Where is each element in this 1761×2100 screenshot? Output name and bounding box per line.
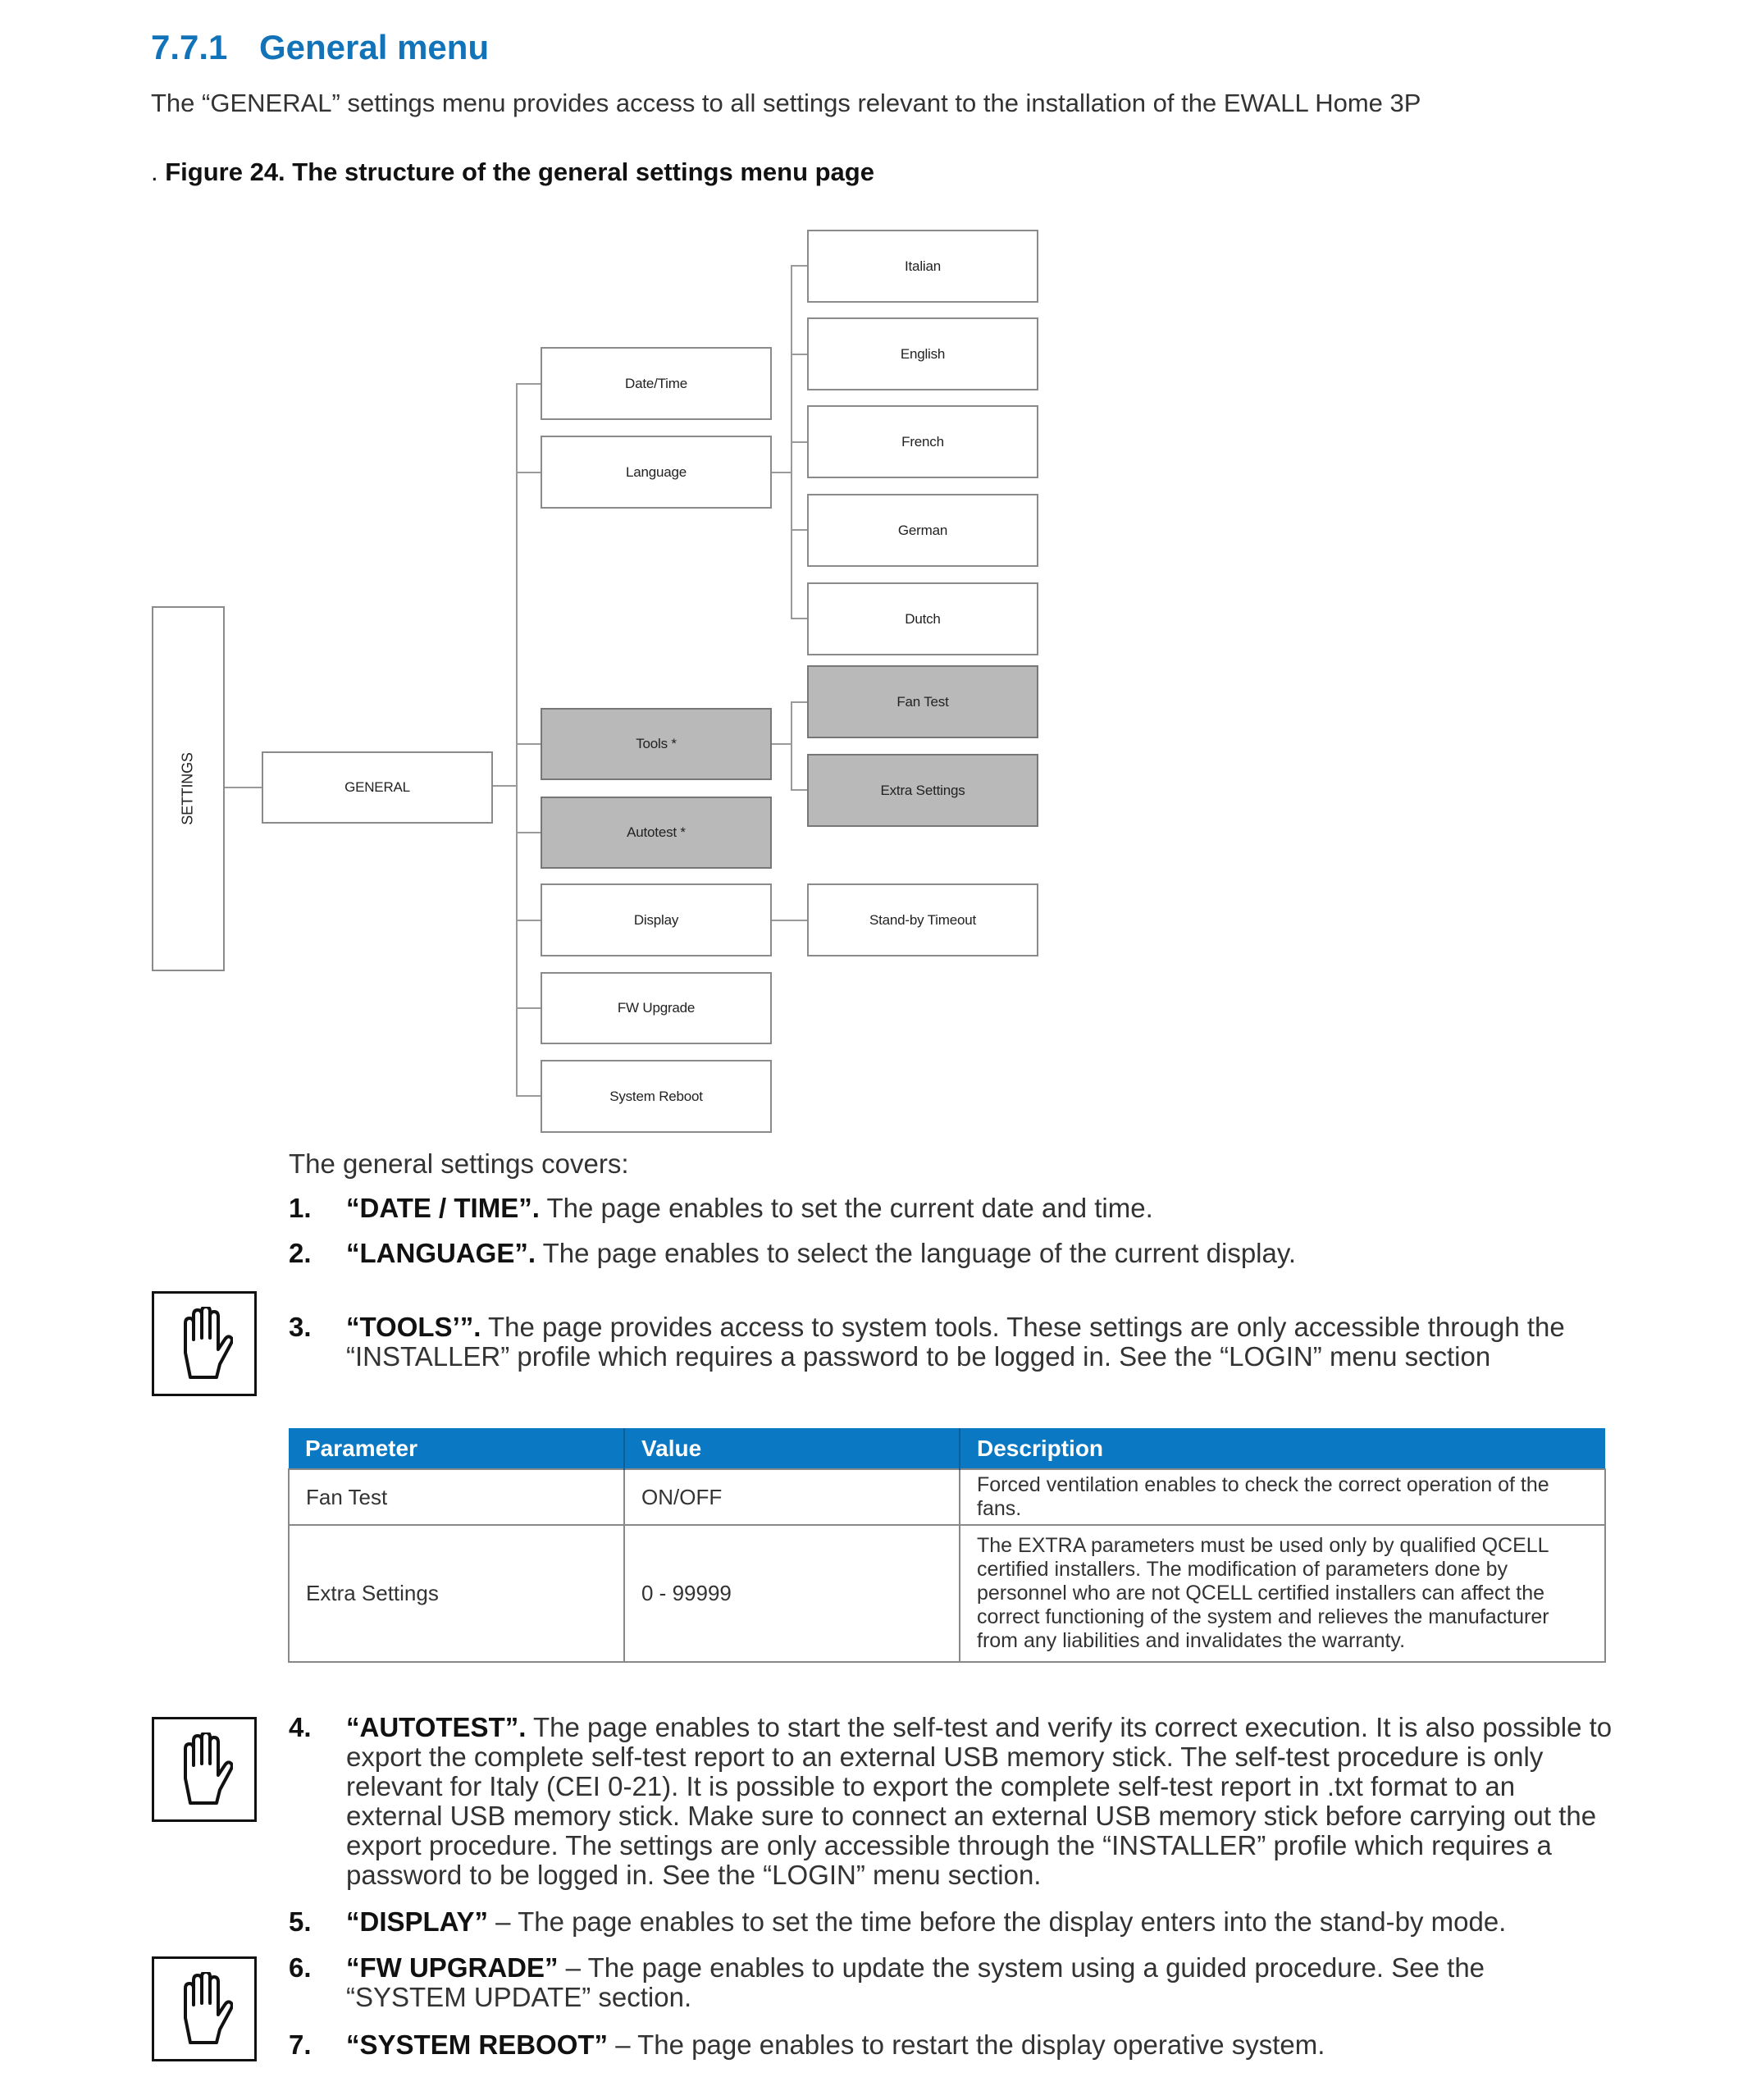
item-description: – The page enables to update the system using a guided procedure. See the “SYSTEM UPDATE” section. (346, 1952, 1485, 2012)
node-dutch (807, 582, 1038, 655)
node-italian (807, 230, 1038, 303)
node-label: FW Upgrade (617, 1000, 696, 1016)
item-key: “DATE / TIME”. (346, 1193, 540, 1223)
node-label: French (901, 433, 944, 450)
item-number: 5. (289, 1906, 312, 1937)
connector (791, 354, 807, 355)
item-key: “DISPLAY” (346, 1906, 488, 1937)
item-description: The page enables to set the current date and time. (539, 1193, 1153, 1223)
connector (492, 785, 517, 787)
node-label: Dutch (905, 610, 941, 627)
connector (791, 789, 807, 791)
connector (791, 265, 807, 267)
node-language (541, 436, 772, 509)
item-key: “FW UPGRADE” (346, 1952, 559, 1983)
hand-stop-icon (176, 1307, 233, 1381)
item-text (346, 1953, 1527, 2012)
node-label: Fan Test (896, 693, 949, 710)
item-key: “AUTOTEST”. (346, 1712, 527, 1742)
column-header-value: Value (624, 1428, 960, 1469)
connector (791, 441, 807, 443)
column-header-description: Description (960, 1428, 1605, 1469)
node-label: SETTINGS (180, 752, 197, 825)
node-label: Date/Time (625, 375, 687, 391)
connector (516, 832, 541, 833)
item-text (346, 1194, 1601, 1223)
node-label: English (900, 345, 946, 362)
connector (791, 529, 807, 531)
node-display (541, 883, 772, 956)
item-number: 2. (289, 1238, 312, 1268)
intro-paragraph: The “GENERAL” settings menu provides access to all settings relevant to the installation of the EWALL Home 3P (151, 89, 1421, 117)
caption-prefix: . (151, 158, 166, 186)
item-number: 1. (289, 1193, 312, 1223)
node-label: Stand-by Timeout (869, 911, 977, 928)
node-french (807, 405, 1038, 478)
connector (224, 787, 262, 788)
cell-description: Forced ventilation enables to check the correct operation of the fans. (960, 1469, 1605, 1525)
connector (516, 1095, 541, 1097)
item-description: – The page enables to set the time before the display enters into the stand-by mode. (488, 1906, 1507, 1937)
node-label: Language (625, 463, 687, 480)
node-date-time (541, 347, 772, 420)
item-text (346, 1713, 1617, 1890)
connector-branch (791, 701, 792, 791)
table-row (289, 1525, 1605, 1662)
node-general (262, 751, 493, 824)
column-header-parameter: Parameter (289, 1428, 624, 1469)
item-number: 3. (289, 1312, 312, 1342)
hand-stop-icon (176, 1972, 233, 2046)
connector-trunk (516, 383, 518, 1097)
node-label: GENERAL (344, 779, 410, 795)
connector (516, 743, 541, 745)
item-text (346, 1239, 1601, 1268)
connector (791, 701, 807, 703)
node-label: System Reboot (609, 1088, 703, 1104)
item-description: The page enables to start the self-test and verify its correct execution. It is also possible to export the complete self-test report to an external USB memory stick. The self-test procedure is only relevant for Italy (CEI 0-21). It is possible to export the complete self-test report in .txt format to an external USB memory stick. Make sure to connect an external USB memory stick before carrying out the export procedure. The settings are only accessible through the “INSTALLER” profile which requires a password to be logged in. See the “LOGIN” menu section. (346, 1712, 1613, 1890)
connector (516, 920, 541, 921)
item-key: “SYSTEM REBOOT” (346, 2029, 609, 2060)
item-key: “TOOLS’”. (346, 1312, 481, 1342)
node-settings (152, 606, 225, 971)
hand-stop-icon (176, 1732, 233, 1806)
node-tools (541, 708, 772, 780)
list-lead: The general settings covers: (289, 1148, 629, 1179)
node-autotest (541, 797, 772, 869)
warning-box (152, 1717, 257, 1822)
item-number: 4. (289, 1712, 312, 1742)
caption-text: Figure 24. The structure of the general settings menu page (165, 158, 874, 186)
warning-box (152, 1956, 257, 2061)
connector (516, 472, 541, 473)
connector (771, 743, 792, 745)
node-label: Tools * (636, 736, 677, 751)
cell-parameter: Extra Settings (289, 1525, 624, 1662)
item-text (346, 2030, 1601, 2060)
item-number: 6. (289, 1952, 312, 1983)
node-english (807, 317, 1038, 390)
item-number: 7. (289, 2029, 312, 2060)
node-system-reboot (541, 1060, 772, 1133)
connector (516, 1007, 541, 1009)
cell-description: The EXTRA parameters must be used only by qualified QCELL certified installers. The modification of parameters done by personnel who are not QCELL certified installers can affect the correct functioning of the system and relieves the manufacturer from any liabilities and invalidates the warranty. (960, 1525, 1605, 1662)
node-label: Extra Settings (880, 782, 965, 798)
section-title: General menu (259, 28, 490, 66)
figure-caption (151, 158, 874, 187)
item-description: The page enables to select the language of the current display. (536, 1238, 1297, 1268)
cell-parameter: Fan Test (289, 1469, 624, 1525)
node-label: Autotest * (627, 824, 686, 840)
node-fw-upgrade (541, 972, 772, 1044)
section-number: 7.7.1 (151, 28, 228, 66)
item-description: – The page enables to restart the display operative system. (608, 2029, 1325, 2060)
node-label: Italian (905, 258, 941, 274)
section-heading (151, 28, 489, 67)
node-standby-timeout (807, 883, 1038, 956)
item-key: “LANGUAGE”. (346, 1238, 536, 1268)
connector (791, 618, 807, 619)
node-label: Display (633, 911, 679, 928)
tools-parameters-table (288, 1428, 1606, 1663)
table-row (289, 1469, 1605, 1525)
connector (516, 383, 541, 385)
warning-box (152, 1291, 257, 1396)
cell-value: 0 - 99999 (624, 1525, 960, 1662)
table-header-row (289, 1428, 1605, 1469)
node-german (807, 494, 1038, 567)
item-text (346, 1907, 1601, 1937)
node-extra-settings (807, 754, 1038, 827)
connector (771, 472, 792, 473)
node-label: German (897, 522, 948, 538)
connector (771, 920, 807, 921)
node-fan-test (807, 665, 1038, 738)
item-description: The page provides access to system tools. These settings are only accessible through the “INSTALLER” profile which requires a password to be logged in. See the “LOGIN” menu section (346, 1312, 1565, 1372)
item-text (346, 1312, 1601, 1372)
cell-value: ON/OFF (624, 1469, 960, 1525)
